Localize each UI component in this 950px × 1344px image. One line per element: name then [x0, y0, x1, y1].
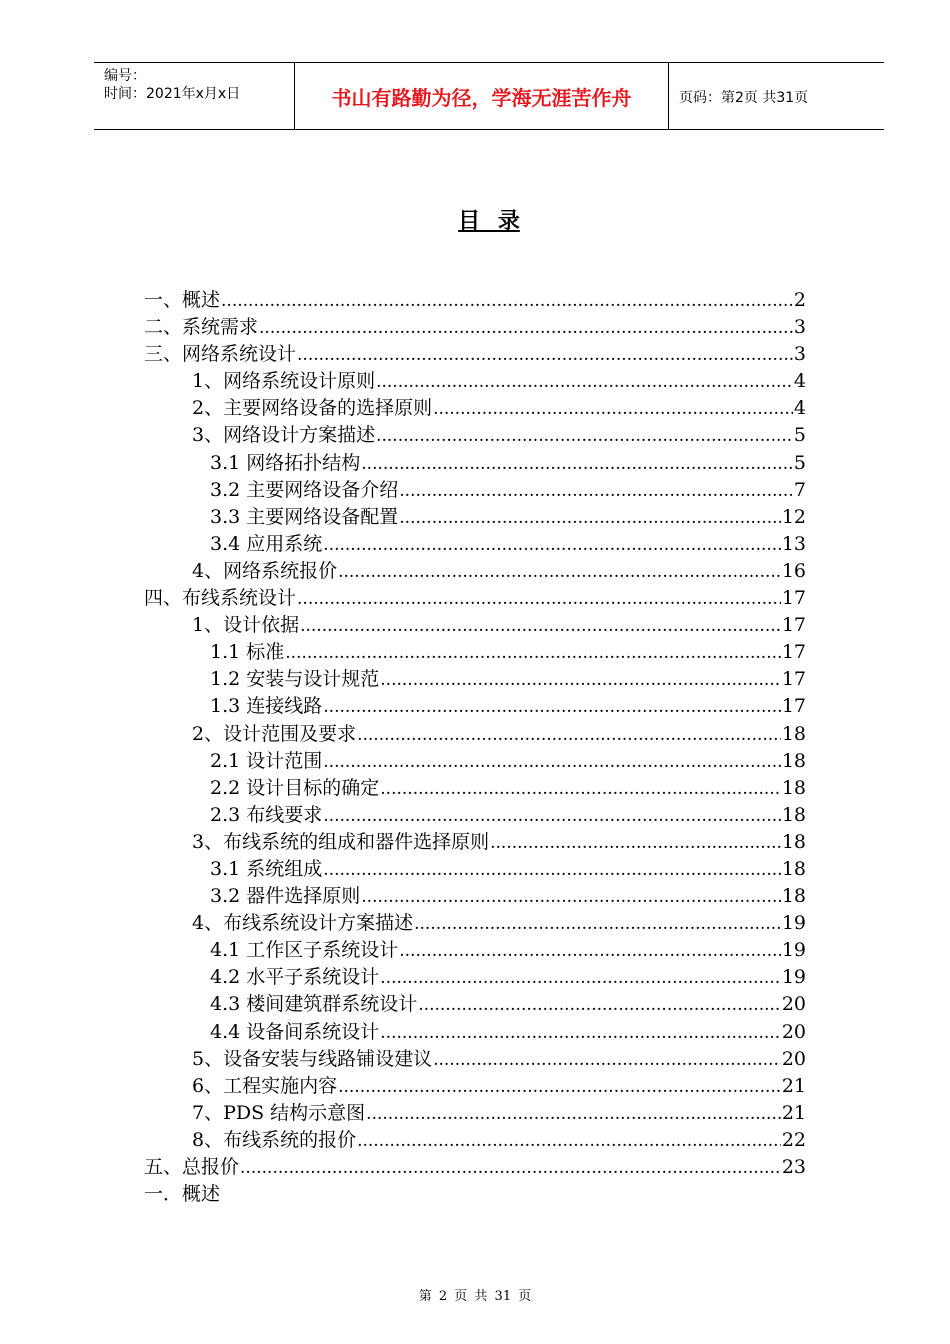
toc-dot-leader	[323, 803, 781, 830]
toc-dot-leader	[323, 749, 781, 776]
toc-entry[interactable]	[144, 477, 806, 504]
toc-entry-text: 4.1 工作区子系统设计	[210, 939, 399, 962]
toc-entry[interactable]	[144, 531, 806, 558]
toc-entry-page: 18	[781, 749, 806, 772]
toc-entry-text: 2.1 设计范围	[210, 749, 323, 772]
toc-entry[interactable]	[144, 802, 806, 829]
toc-entry[interactable]	[144, 314, 806, 341]
toc-entry-text: 1、网络系统设计原则	[192, 370, 376, 393]
toc-dot-leader	[399, 938, 781, 965]
toc-dot-leader	[399, 505, 781, 532]
toc-entry-text: 五、总报价	[144, 1156, 240, 1178]
toc-entry-text: 3.1 网络拓扑结构	[210, 451, 361, 474]
toc-entry-page: 20	[781, 1047, 806, 1070]
toc-entry-page: 5	[793, 451, 806, 474]
toc-entry-page: 18	[781, 857, 806, 880]
toc-dot-leader	[414, 911, 781, 938]
toc-entry[interactable]	[144, 856, 806, 883]
toc-entry-page: 12	[781, 505, 806, 528]
toc-entry[interactable]	[144, 883, 806, 910]
toc-entry[interactable]	[144, 829, 806, 856]
toc-dot-leader	[357, 722, 781, 749]
toc-dot-leader	[323, 857, 781, 884]
toc-entry-page: 4	[793, 397, 806, 420]
toc-entry-text: 2.3 布线要求	[210, 803, 323, 826]
toc-entry-text: 2、设计范围及要求	[192, 722, 357, 745]
toc-entry-text: 7、PDS 结构示意图	[192, 1101, 366, 1124]
header-meta-cell	[94, 63, 295, 129]
toc-entry-text: 1.2 安装与设计规范	[210, 668, 380, 691]
toc-entry[interactable]	[144, 666, 806, 693]
toc-entry-page: 19	[781, 939, 806, 962]
toc-entry[interactable]	[144, 693, 806, 720]
toc-entry[interactable]	[144, 612, 806, 639]
toc-dot-leader	[259, 315, 793, 342]
toc-entry[interactable]	[144, 1154, 806, 1181]
toc-dot-leader	[297, 342, 793, 369]
toc-entry-page: 17	[781, 695, 806, 718]
toc-dot-leader	[357, 1128, 781, 1155]
toc-entry-text: 4.4 设备间系统设计	[210, 1020, 380, 1043]
toc-entry[interactable]	[144, 395, 806, 422]
toc-entry[interactable]	[144, 368, 806, 395]
toc-entry-page: 5	[793, 424, 806, 447]
toc-entry-page: 17	[781, 587, 806, 610]
toc-dot-leader	[323, 532, 781, 559]
toc-entry-page: 17	[781, 641, 806, 664]
toc-dot-leader	[297, 586, 781, 613]
doc-time-label: 时间：2021年x月x日	[104, 86, 241, 102]
toc-dot-leader	[323, 694, 781, 721]
section-heading: 一．概述	[144, 1183, 221, 1205]
toc-entry-text: 8、布线系统的报价	[192, 1128, 357, 1151]
toc-dot-leader	[490, 830, 781, 857]
toc-entry[interactable]	[144, 422, 806, 449]
toc-entry-page: 18	[781, 885, 806, 908]
toc-entry-text: 2.2 设计目标的确定	[210, 776, 380, 799]
header-page-cell	[669, 63, 884, 129]
toc-entry-text: 三、网络系统设计	[144, 343, 297, 366]
toc-dot-leader	[338, 1074, 781, 1101]
toc-entry-page: 19	[781, 912, 806, 935]
toc-entry[interactable]	[144, 775, 806, 802]
toc-entry-page: 21	[781, 1074, 806, 1097]
toc-entry-text: 四、布线系统设计	[144, 587, 297, 610]
toc-entry-text: 1.3 连接线路	[210, 695, 323, 718]
doc-id-label: 编号：	[104, 68, 146, 84]
toc-dot-leader	[240, 1155, 781, 1182]
toc-entry[interactable]	[144, 287, 806, 314]
toc-entry-text: 2、主要网络设备的选择原则	[192, 397, 433, 420]
toc-dot-leader	[418, 992, 781, 1019]
toc-entry[interactable]	[144, 1073, 806, 1100]
toc-entry-page: 23	[781, 1156, 806, 1178]
toc-entry-page: 4	[793, 370, 806, 393]
toc-dot-leader	[380, 776, 781, 803]
toc-entry-text: 5、设备安装与线路铺设建议	[192, 1047, 433, 1070]
toc-dot-leader	[433, 1047, 781, 1074]
toc-entry-page: 18	[781, 830, 806, 853]
toc-list	[144, 287, 806, 1181]
toc-dot-leader	[285, 640, 781, 667]
toc-entry-text: 3.2 器件选择原则	[210, 885, 361, 908]
toc-entry-text: 1、设计依据	[192, 614, 300, 637]
toc-entry-page: 22	[781, 1128, 806, 1151]
toc-entry-text: 3.2 主要网络设备介绍	[210, 478, 399, 501]
toc-entry-text: 3、布线系统的组成和器件选择原则	[192, 830, 490, 853]
toc-entry[interactable]	[144, 341, 806, 368]
toc-dot-leader	[300, 613, 781, 640]
toc-entry[interactable]	[144, 1100, 806, 1127]
toc-entry-text: 3、网络设计方案描述	[192, 424, 376, 447]
toc-dot-leader	[433, 396, 793, 423]
toc-entry-page: 18	[781, 776, 806, 799]
toc-entry-text: 3.1 系统组成	[210, 857, 323, 880]
toc-entry[interactable]	[144, 748, 806, 775]
page-footer: 第 2 页 共 31 页	[418, 1289, 532, 1304]
toc-dot-leader	[380, 965, 781, 992]
header-motto-cell	[295, 63, 669, 129]
toc-dot-leader	[361, 451, 793, 478]
toc-dot-leader	[380, 667, 781, 694]
toc-entry[interactable]	[144, 721, 806, 748]
toc-entry-page: 3	[793, 343, 806, 366]
header-motto: 书山有路勤为径，学海无涯苦作舟	[331, 86, 632, 110]
toc-entry-text: 3.3 主要网络设备配置	[210, 505, 399, 528]
toc-entry[interactable]	[144, 585, 806, 612]
toc-entry-page: 3	[793, 316, 806, 339]
header-page-info: 页码：第2页 共31页	[679, 90, 809, 106]
toc-entry-page: 2	[793, 289, 806, 311]
toc-entry[interactable]	[144, 1127, 806, 1154]
page-header	[94, 62, 884, 130]
toc-entry-text: 一、概述	[144, 289, 221, 311]
toc-entry-text: 3.4 应用系统	[210, 532, 323, 555]
toc-entry-page: 18	[781, 722, 806, 745]
toc-entry-text: 4、布线系统设计方案描述	[192, 912, 414, 935]
toc-dot-leader	[338, 559, 781, 586]
toc-entry-page: 20	[781, 993, 806, 1016]
toc-entry[interactable]	[144, 450, 806, 477]
toc-entry-text: 1.1 标准	[210, 641, 285, 664]
toc-entry-text: 6、工程实施内容	[192, 1074, 338, 1097]
toc-entry[interactable]	[144, 991, 806, 1018]
toc-entry-page: 21	[781, 1101, 806, 1124]
toc-entry[interactable]	[144, 937, 806, 964]
toc-entry[interactable]	[144, 964, 806, 991]
toc-entry-page: 7	[793, 478, 806, 501]
toc-entry-page: 17	[781, 668, 806, 691]
toc-title: 目 录	[458, 208, 520, 234]
toc-entry-page: 16	[781, 559, 806, 582]
toc-entry[interactable]	[144, 504, 806, 531]
toc-entry[interactable]	[144, 1046, 806, 1073]
toc-entry[interactable]	[144, 910, 806, 937]
toc-entry[interactable]	[144, 639, 806, 666]
toc-dot-leader	[399, 478, 793, 505]
toc-entry-page: 17	[781, 614, 806, 637]
toc-entry-text: 4.2 水平子系统设计	[210, 966, 380, 989]
toc-entry-page: 13	[781, 532, 806, 555]
toc-entry-text: 二、系统需求	[144, 316, 259, 339]
toc-entry[interactable]	[144, 558, 806, 585]
toc-dot-leader	[376, 423, 793, 450]
toc-entry-page: 19	[781, 966, 806, 989]
toc-dot-leader	[380, 1020, 781, 1047]
toc-dot-leader	[361, 884, 781, 911]
toc-entry-page: 18	[781, 803, 806, 826]
toc-dot-leader	[376, 369, 793, 396]
toc-dot-leader	[221, 288, 793, 315]
toc-entry-page: 20	[781, 1020, 806, 1043]
toc-dot-leader	[366, 1101, 781, 1128]
toc-entry[interactable]	[144, 1019, 806, 1046]
toc-entry-text: 4.3 楼间建筑群系统设计	[210, 993, 418, 1016]
toc-entry-text: 4、网络系统报价	[192, 559, 338, 582]
